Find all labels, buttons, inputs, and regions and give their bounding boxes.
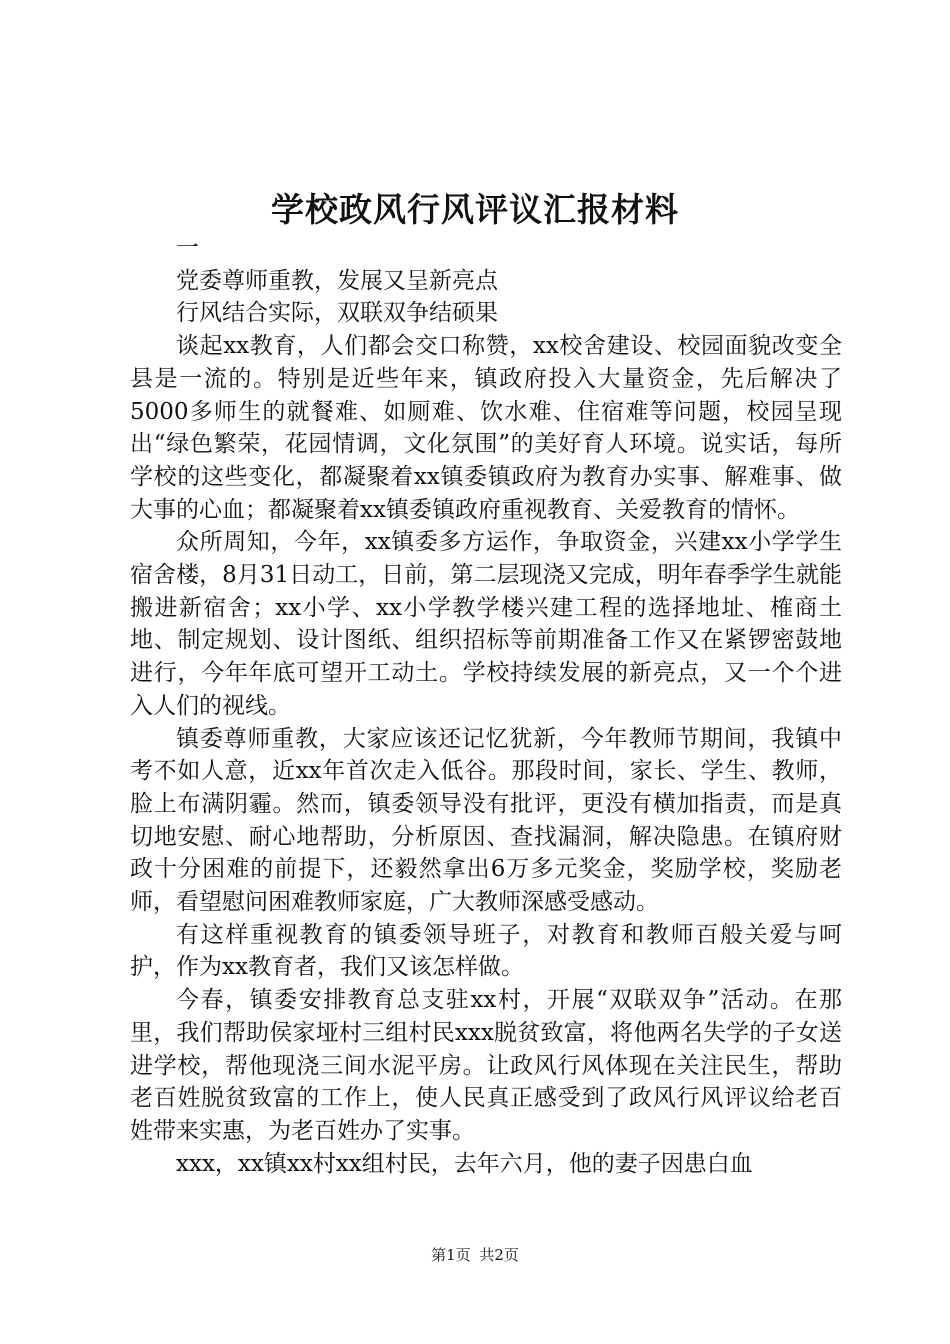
subheading-2: 行风结合实际，双联双争结硕果 — [176, 300, 498, 327]
paragraph: 镇委尊师重教，大家应该还记忆犹新，今年教师节期间，我镇中考不如人意，近xx年首次走入低谷。那段时间，家长、学生、教师，脸上布满阴霾。然而，镇委领导没有批评，更没有横加指责，而是真切地安慰、耐心地帮助，分析原因、查找漏洞，解决隐患。在镇府财政十分困难的前提下，还毅然拿出6万多元奖金，奖励学校，奖励老师，看望慰问困难教师家庭，广大教师深感受感动。 — [130, 725, 842, 916]
paragraph: 有这样重视教育的镇委领导班子，对教育和教师百般关爱与呵护，作为xx教育者，我们又该怎样做。 — [130, 921, 842, 981]
paragraph: xxx，xx镇xx村xx组村民，去年六月，他的妻子因患白血 — [176, 1150, 753, 1177]
subheading-1: 党委尊师重教，发展又呈新亮点 — [176, 267, 498, 294]
page-total: 共2页 — [479, 1246, 519, 1264]
paragraph: 今春，镇委安排教育总支驻xx村，开展“双联双争”活动。在那里，我们帮助侯家垭村三组村民xxx脱贫致富，将他两名失学的子女送进学校，帮他现浇三间水泥平房。让政风行风体现在关注民生，帮助老百姓脱贫致富的工作上，使人民真正感受到了政风行风评议给老百姓带来实惠，为老百姓办了实事。 — [130, 987, 842, 1144]
page-number: 第1页 — [431, 1246, 471, 1264]
section-number: 一 — [176, 235, 199, 261]
paragraph: 众所周知，今年，xx镇委多方运作，争取资金，兴建xx小学学生宿舍楼，8月31日动工，日前，第二层现浇又完成，明年春季学生就能搬进新宿舍；xx小学、xx小学教学楼兴建工程的选择地址、榷商土地、制定规划、设计图纸、组织招标等前期准备工作又在紧锣密鼓地进行，今年年底可望开工动土。学校持续发展的新亮点，又一个个进入人们的视线。 — [130, 529, 842, 719]
document-title: 学校政风行风评议汇报材料 — [271, 190, 679, 229]
paragraph: 谈起xx教育，人们都会交口称赞，xx校舍建设、校园面貌改变全县是一流的。特别是近些年来，镇政府投入大量资金，先后解决了5000多师生的就餐难、如厕难、饮水难、住宿难等问题，校园呈现出“绿色繁荣，花园情调，文化氛围”的美好育人环境。说实话，每所学校的这些变化，都凝聚着xx镇委镇政府为教育办实事、解难事、做大事的心血；都凝聚着xx镇委镇政府重视教育、关爱教育的情怀。 — [130, 333, 842, 523]
page-footer — [0, 1243, 950, 1267]
document-body — [130, 232, 842, 1180]
